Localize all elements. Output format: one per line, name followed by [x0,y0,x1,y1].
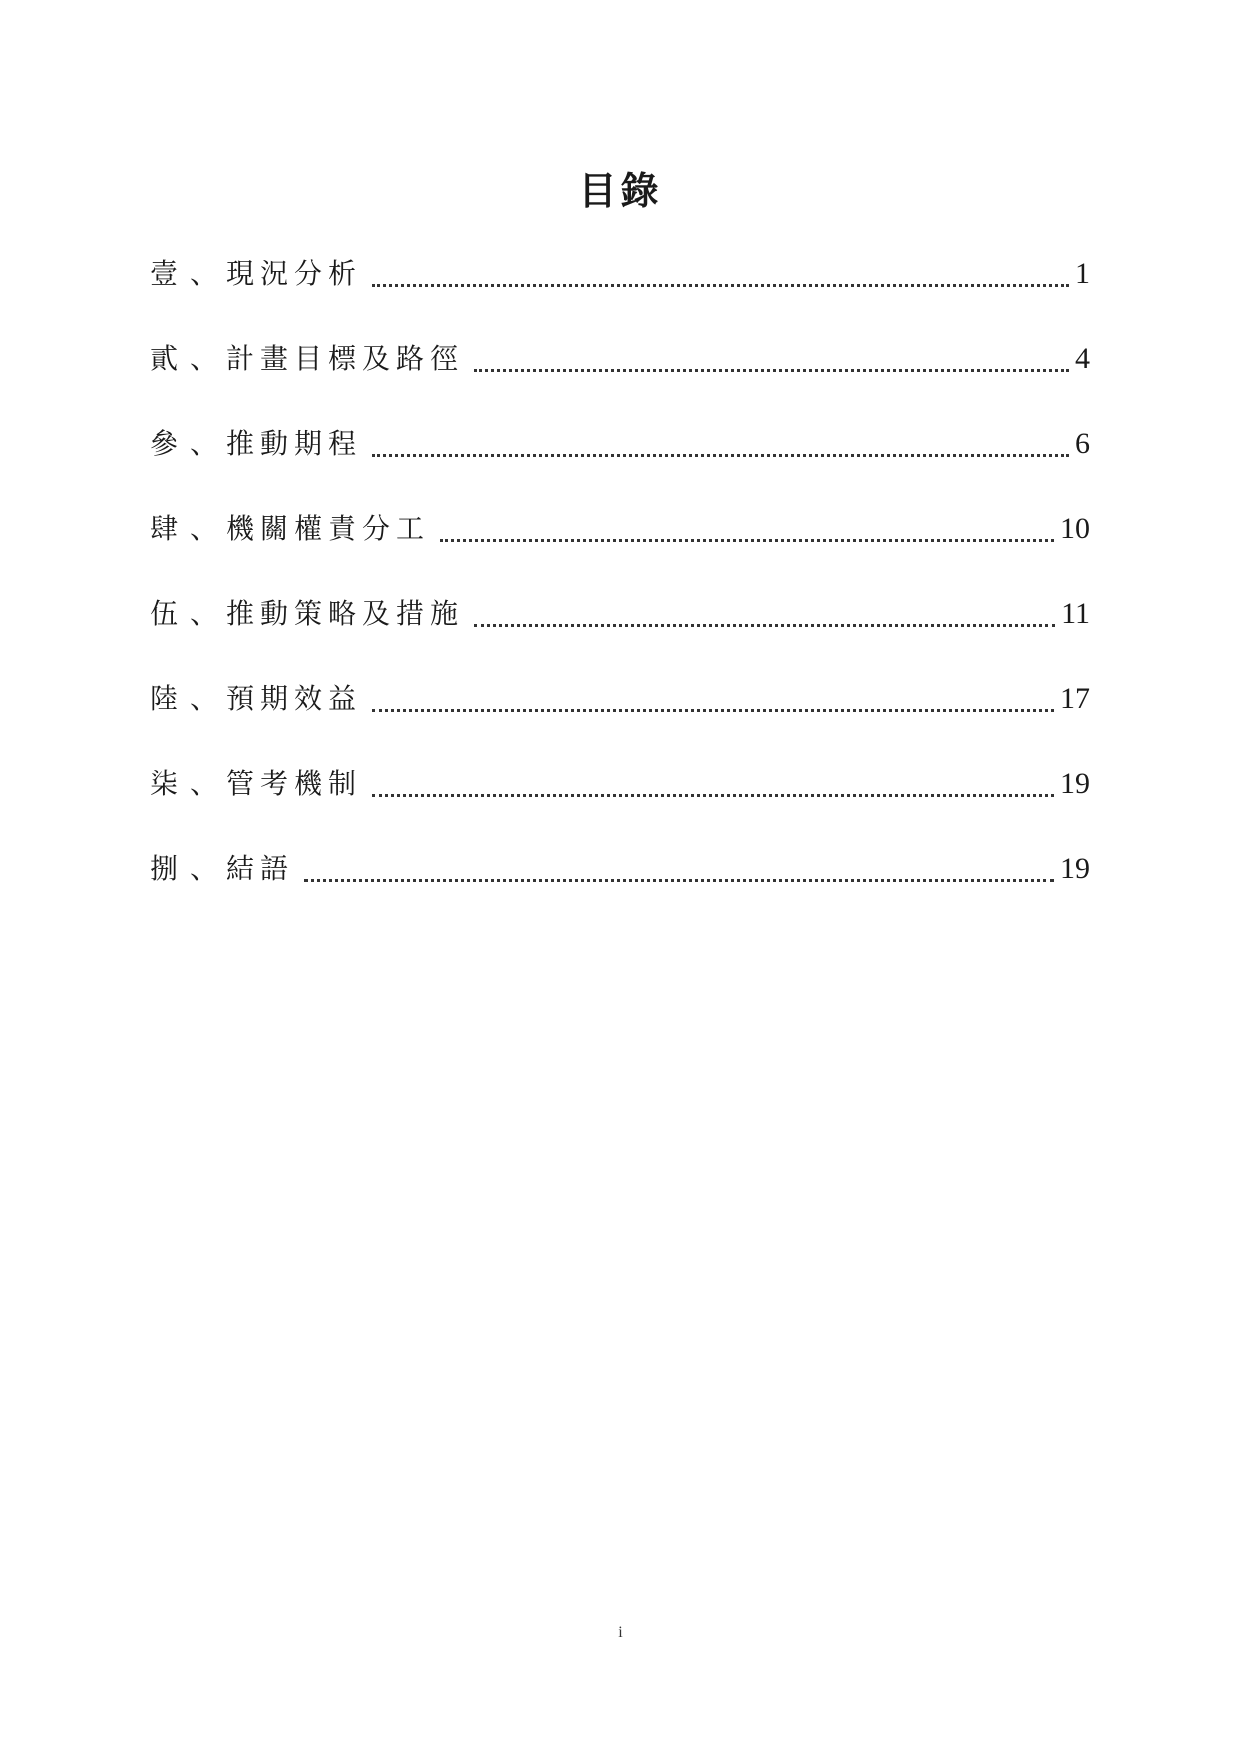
toc-entry [150,508,1090,550]
toc-page-number: 19 [1060,852,1090,885]
toc-separator: 、 [190,427,219,460]
toc-entry-title: 管考機制 [226,767,363,800]
dot-leader [372,454,1069,457]
toc-entry-title: 結語 [226,852,295,885]
toc-page-number: 19 [1060,767,1090,800]
toc-separator: 、 [190,852,219,885]
dot-leader [304,879,1054,882]
toc-numeral: 壹 [150,257,179,290]
page-number: i [618,1624,623,1641]
dot-leader [372,284,1069,287]
toc-page-number: 11 [1061,597,1090,630]
toc-title: 目錄 [578,169,663,213]
dot-leader [474,369,1069,372]
toc-numeral: 伍 [150,597,179,630]
dot-leader [440,539,1054,542]
toc-separator: 、 [190,342,219,375]
toc-separator: 、 [190,597,219,630]
toc-page-number: 4 [1075,342,1090,375]
toc-separator: 、 [190,767,219,800]
toc-entry [150,253,1090,295]
toc-numeral: 柒 [150,767,179,800]
toc-entry-title: 計畫目標及路徑 [226,342,465,375]
toc-page-number: 1 [1075,257,1090,290]
toc-separator: 、 [190,257,219,290]
toc-entry-title: 預期效益 [226,682,363,715]
toc-page-number: 10 [1060,512,1090,545]
toc-entry [150,338,1090,380]
dot-leader [372,794,1054,797]
toc-entry [150,678,1090,720]
dot-leader [474,624,1055,627]
toc-numeral: 貳 [150,342,179,375]
toc-entry-title: 推動期程 [226,427,363,460]
toc-separator: 、 [190,512,219,545]
toc-entry [150,593,1090,635]
toc-entry [150,848,1090,890]
toc-separator: 、 [190,682,219,715]
toc-page-number: 6 [1075,427,1090,460]
toc-entry-title: 推動策略及措施 [226,597,465,630]
toc-entry [150,763,1090,805]
dot-leader [372,709,1054,712]
toc-numeral: 肆 [150,512,179,545]
toc-entry-title: 機關權責分工 [226,512,431,545]
toc-entry-title: 現況分析 [226,257,363,290]
toc-page-number: 17 [1060,682,1090,715]
toc-numeral: 陸 [150,682,179,715]
toc-numeral: 參 [150,427,179,460]
toc-list [150,253,1090,933]
toc-entry [150,423,1090,465]
toc-numeral: 捌 [150,852,179,885]
